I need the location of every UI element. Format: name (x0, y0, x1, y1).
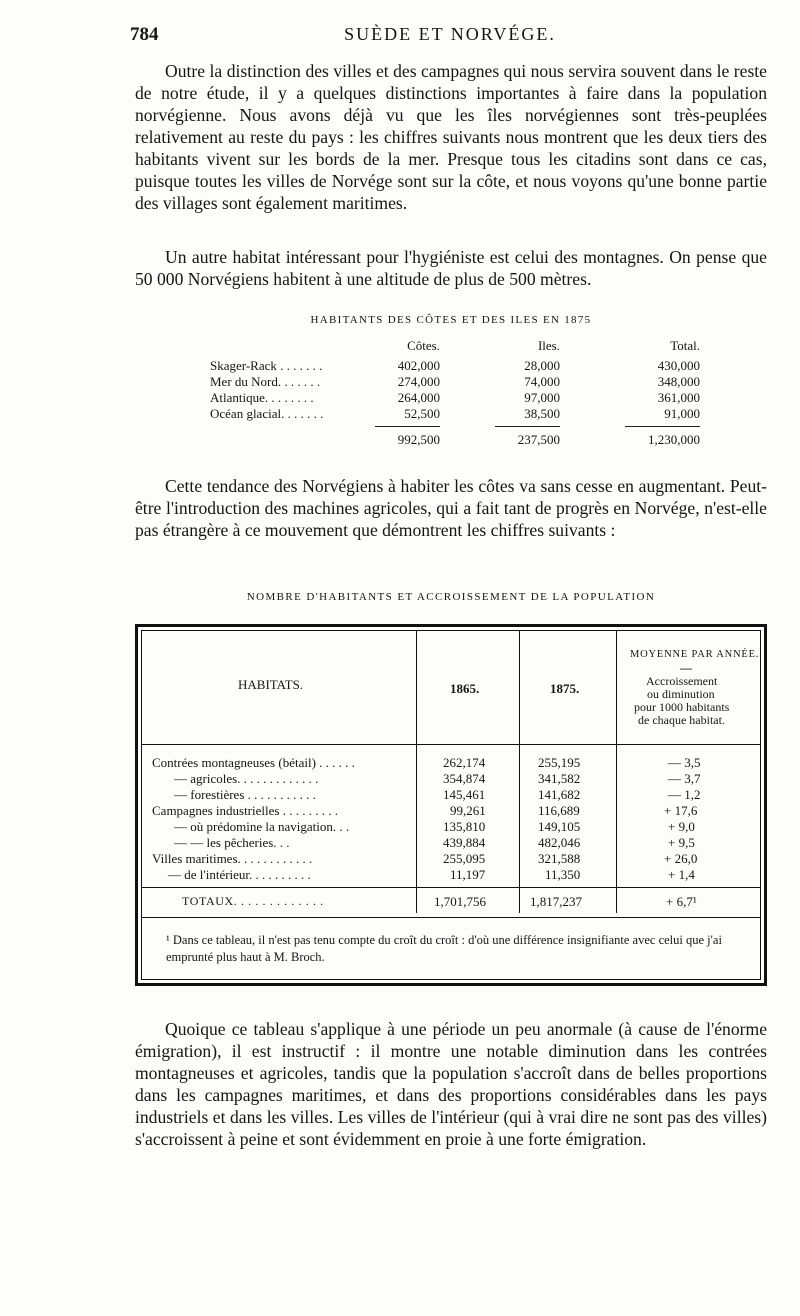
sum-rule (495, 426, 560, 427)
cell-rate: — 1,2 (668, 787, 701, 802)
row-name: — — les pêcheries. . . (174, 835, 290, 850)
header-habitats: HABITATS. (238, 677, 304, 692)
cell-iles: 97,000 (524, 390, 560, 405)
col-total: Total. (670, 338, 700, 353)
paragraph-2: Un autre habitat intéressant pour l'hygiéniste est celui des montagnes. On pense que 50 000 Norvégiens habitent à une altitude de plus de 500 mètres. (135, 247, 767, 289)
totals-rule (142, 887, 760, 888)
cell-1875: 116,689 (538, 803, 580, 818)
header-rule (142, 744, 760, 745)
row-name: Atlantique. . . . . . . . (210, 390, 314, 405)
cell-1865: 439,884 (443, 835, 486, 850)
total-1875: 1,817,237 (530, 894, 582, 909)
total-1865: 1,701,756 (434, 894, 486, 909)
cell-1865: 99,261 (450, 803, 486, 818)
row-name: Skager-Rack . . . . . . . (210, 358, 323, 373)
cell-cotes: 52,500 (404, 406, 440, 421)
header-acc1: Accroissement (646, 674, 718, 688)
cell-total: 361,000 (657, 390, 700, 405)
row-name: Océan glacial. . . . . . . (210, 406, 324, 421)
row-name: Mer du Nord. . . . . . . (210, 374, 321, 389)
row-name: — agricoles. . . . . . . . . . . . . (174, 771, 319, 786)
cell-rate: + 17,6 (664, 803, 698, 818)
totals-label: TOTAUX. . . . . . . . . . . . . (182, 894, 324, 908)
table1-title: HABITANTS DES CÔTES ET DES ILES EN 1875 (310, 314, 592, 326)
cell-1865: 145,461 (443, 787, 486, 802)
cell-1875: 11,350 (545, 867, 581, 882)
header-acc4: de chaque habitat. (638, 713, 725, 727)
table-footnote: ¹ Dans ce tableau, il n'est pas tenu compte du croît du croît : d'où une différence insignifiante avec celui que j'ai emprunté plus haut à M. Broch. (166, 933, 722, 964)
page-number: 784 (130, 24, 159, 45)
sum-rule (375, 426, 440, 427)
cell-1875: 149,105 (538, 819, 581, 834)
header-1875: 1875. (550, 681, 580, 696)
cell-total: 348,000 (657, 374, 700, 389)
footnote-rule (142, 917, 760, 918)
cell-1875: 482,046 (538, 835, 581, 850)
cell-1865: 255,095 (443, 851, 486, 866)
cell-cotes: 264,000 (397, 390, 440, 405)
cell-rate: — 3,5 (668, 755, 701, 770)
cell-1865: 354,874 (443, 771, 486, 786)
col-divider (519, 631, 520, 913)
cell-iles: 38,500 (524, 406, 560, 421)
cell-rate: + 26,0 (664, 851, 698, 866)
table1-header (210, 338, 710, 356)
cell-1875: 321,588 (538, 851, 581, 866)
header-moyenne: MOYENNE PAR ANNÉE. (630, 649, 760, 660)
cell-1875: 255,195 (538, 755, 581, 770)
cell-cotes: 274,000 (397, 374, 440, 389)
table-row (210, 406, 710, 422)
cell-1875: 141,682 (538, 787, 581, 802)
table2-title: NOMBRE D'HABITANTS ET ACCROISSEMENT DE LA POPULATION (246, 591, 656, 603)
col-divider (616, 631, 617, 913)
cell-iles: 74,000 (524, 374, 560, 389)
row-name: Contrées montagneuses (bétail) . . . . . . (152, 755, 355, 770)
cell-1875: 341,582 (538, 771, 581, 786)
total-rate: + 6,7¹ (666, 894, 697, 909)
row-name: Villes maritimes. . . . . . . . . . . . (152, 851, 313, 866)
row-name: — forestières . . . . . . . . . . . (174, 787, 316, 802)
sum-rule (625, 426, 700, 427)
total-cotes: 992,500 (397, 432, 440, 447)
paragraph-4: Quoique ce tableau s'applique à une période un peu anormale (à cause de l'énorme émigration), il est instructif : il montre une notable diminution dans les contrées montagneuses et agricoles, tandis que la population s'accroît dans de belles proportions dans les campagnes maritimes, et dans des proportions considérables dans les pays industriels et dans les villes. Les villes de l'intérieur (qui à vrai dire ne sont pas des villes) s'accroissent à peine et sont évidemment en proie à une forte émigration. (135, 1019, 767, 1149)
col-divider (416, 631, 417, 913)
population-growth-table (135, 624, 767, 986)
cell-1865: 11,197 (450, 867, 486, 882)
cell-iles: 28,000 (524, 358, 560, 373)
col-iles: Iles. (537, 338, 560, 353)
table-total-row (210, 432, 710, 448)
table-row (210, 390, 710, 406)
header-1865: 1865. (450, 681, 480, 696)
header-acc2: ou diminution (647, 687, 715, 701)
header-acc3: pour 1000 habitants (634, 700, 730, 714)
cell-1865: 135,810 (443, 819, 486, 834)
total-iles: 237,500 (517, 432, 560, 447)
cell-rate: + 1,4 (668, 867, 695, 882)
cell-rate: + 9,0 (668, 819, 695, 834)
cell-total: 91,000 (664, 406, 700, 421)
row-name: — où prédomine la navigation. . . (174, 819, 350, 834)
total-total: 1,230,000 (648, 432, 700, 447)
header-dash: — (680, 661, 692, 675)
cell-total: 430,000 (657, 358, 700, 373)
row-name: Campagnes industrielles . . . . . . . . . (152, 803, 338, 818)
cell-1865: 262,174 (443, 755, 486, 770)
row-name: — de l'intérieur. . . . . . . . . . (168, 867, 311, 882)
table-row (210, 374, 710, 390)
cell-cotes: 402,000 (397, 358, 440, 373)
page-header (130, 24, 770, 54)
col-cotes: Côtes. (407, 338, 440, 353)
running-title: SUÈDE ET NORVÉGE. (344, 24, 556, 44)
table-row (210, 358, 710, 374)
cell-rate: + 9,5 (668, 835, 695, 850)
paragraph-1: Outre la distinction des villes et des campagnes qui nous servira souvent dans le reste de notre étude, il y a quelques distinctions importantes à faire dans la population norvégienne. Nous avons déjà vu que les îles norvégiennes sont très-peuplées relativement au reste du pays : les chiffres suivants nous montrent que les deux tiers des habitants vivent sur les bords de la mer. Presque tous les citadins sont dans ce cas, puisque toutes les villes de Norvége sont sur la côte, et nous voyons qu'une bonne partie des villages sont également maritimes. (135, 61, 767, 213)
cell-rate: — 3,7 (668, 771, 701, 786)
paragraph-3: Cette tendance des Norvégiens à habiter les côtes va sans cesse en augmentant. Peut-être l'introduction des machines agricoles, qui a fait tant de progrès en Norvége, n'est-elle pas étrangère à ce mouvement que démontrent les chiffres suivants : (135, 476, 767, 540)
